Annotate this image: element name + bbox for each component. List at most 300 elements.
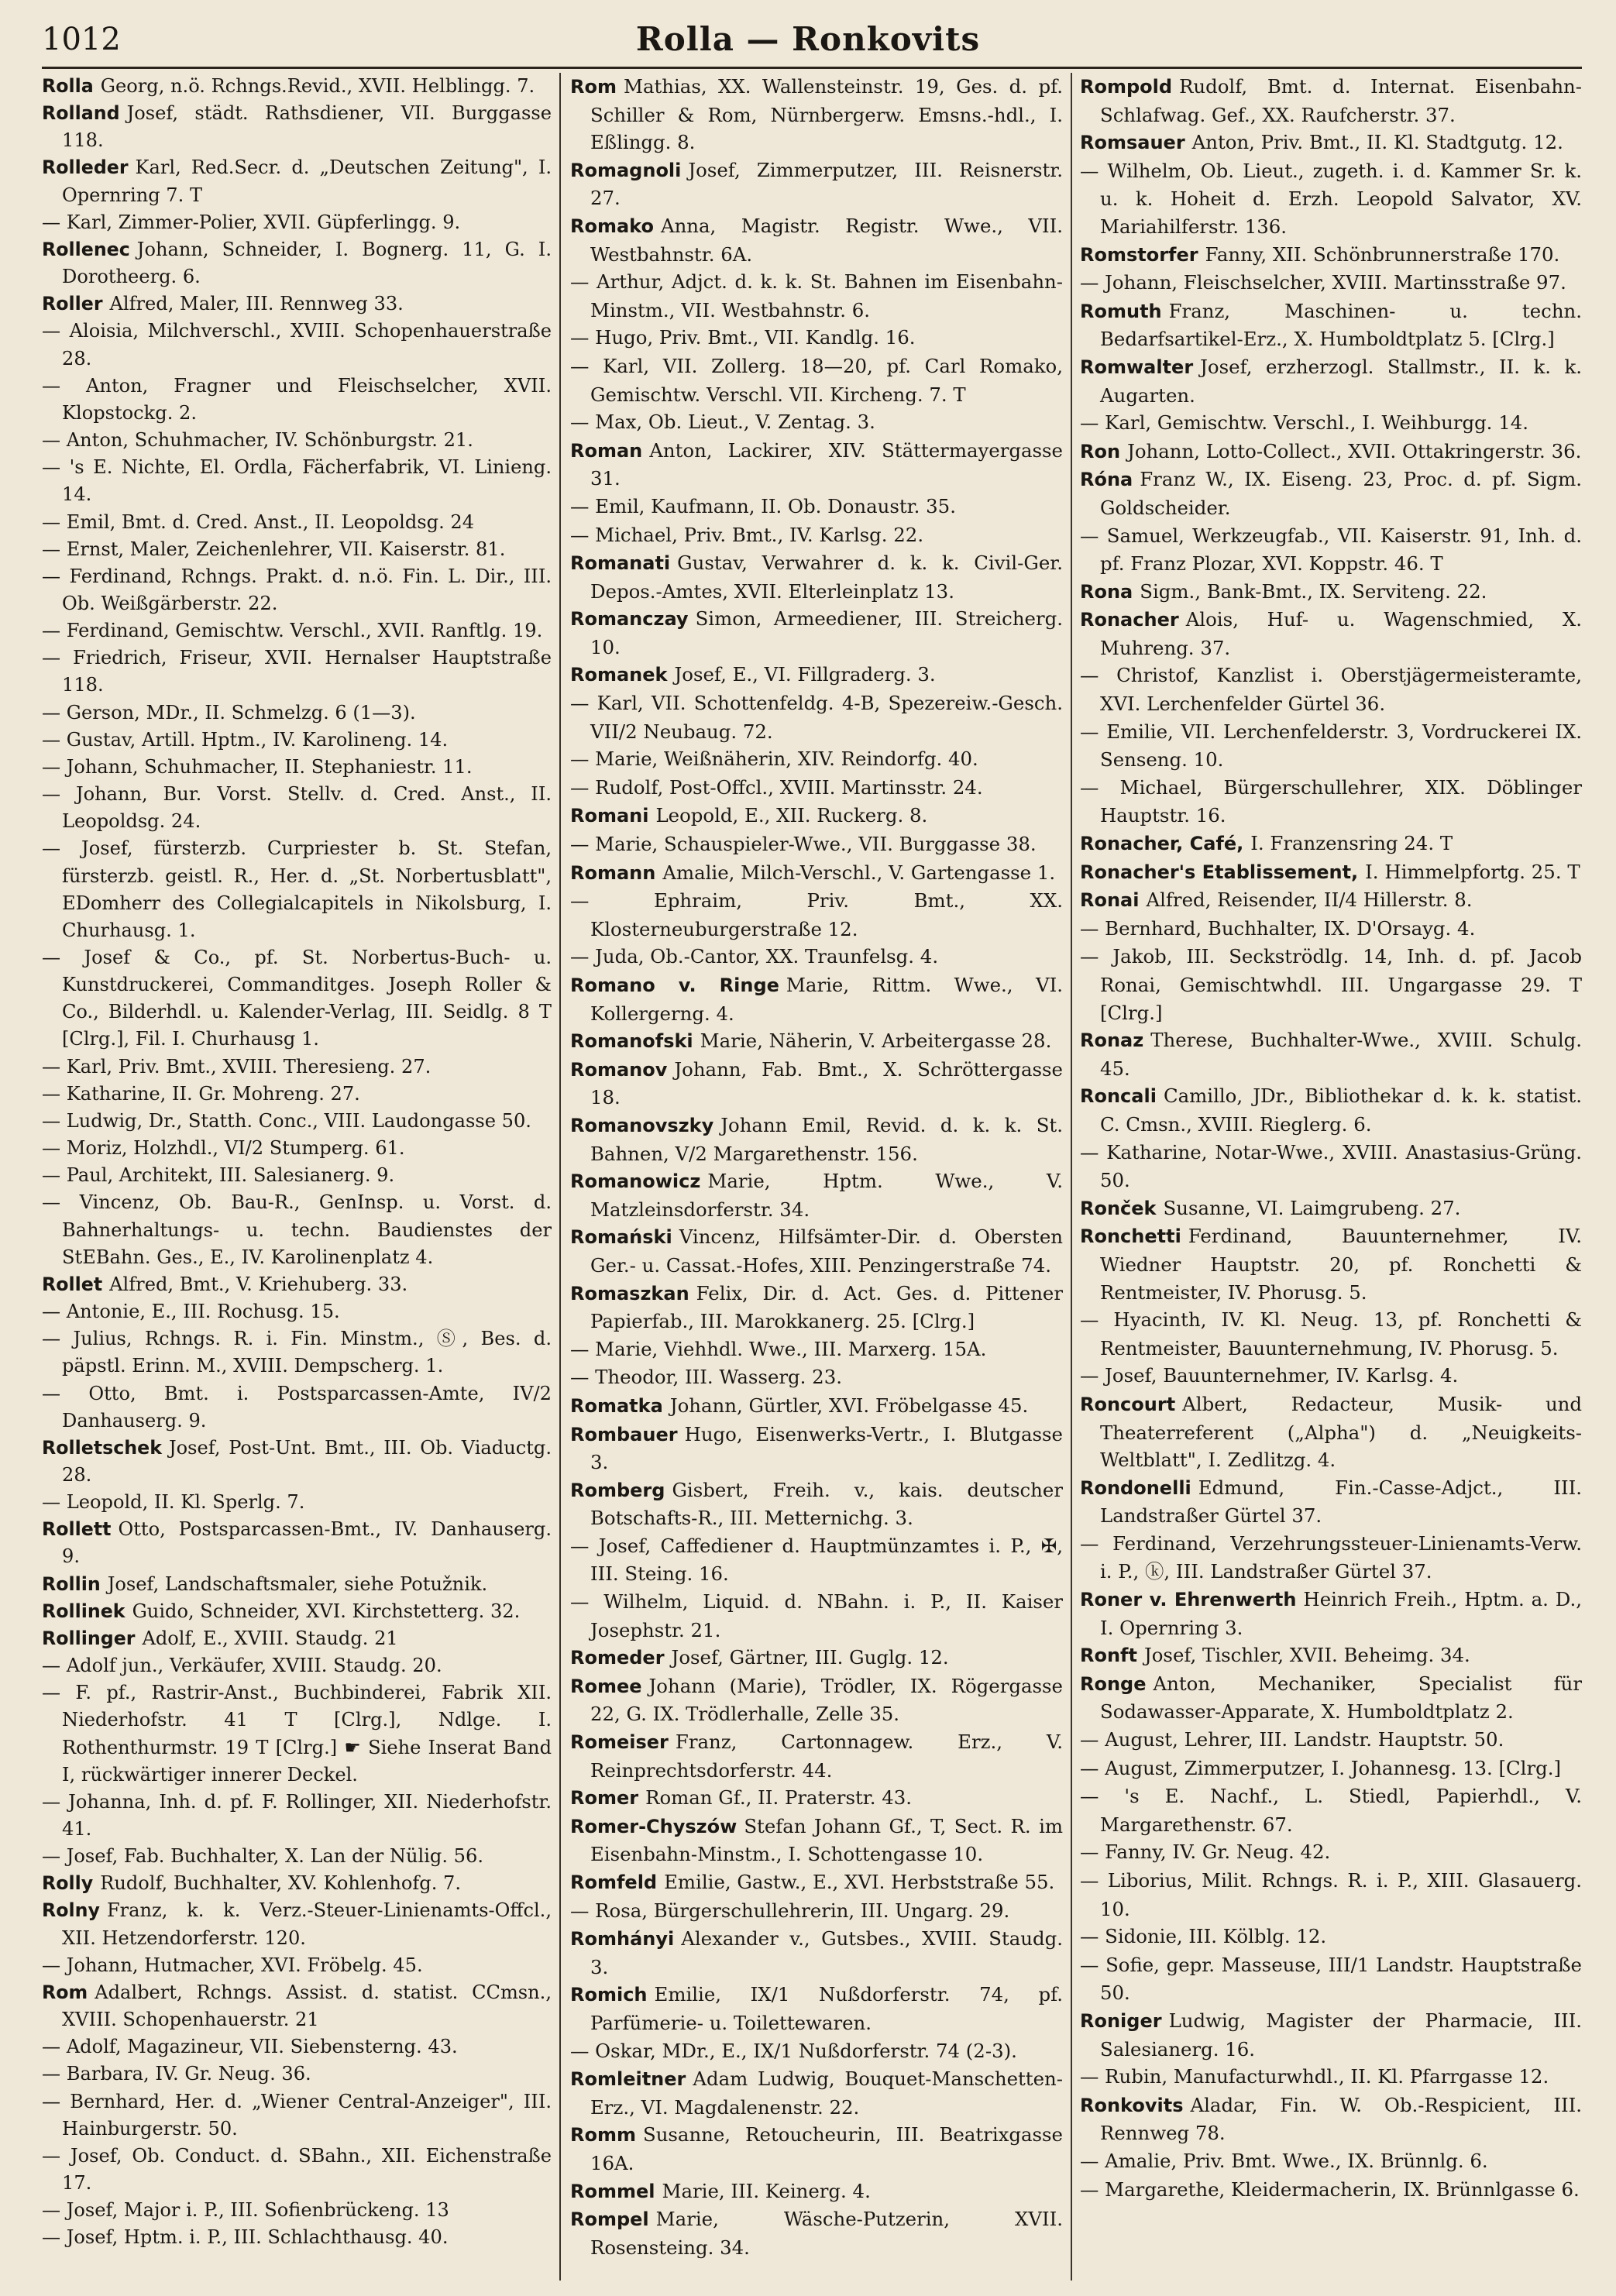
entry-surname: Rolland (42, 102, 120, 125)
entry-details: Alois, Huf- u. Wagenschmied, X. Muhreng. 37. (1100, 608, 1582, 659)
entry-details: Edmund, Fin.-Casse-Adjct., III. Landstraßer Gürtel 37. (1100, 1476, 1582, 1528)
directory-entry (42, 2033, 552, 2061)
entry-surname: Romuth (1080, 300, 1162, 322)
directory-entry (570, 1728, 1063, 1784)
directory-entry (1080, 774, 1582, 830)
entry-surname: Rolny (42, 1899, 100, 1922)
entry-details: Amalie, Milch-Verschl., V. Gartengasse 1. (662, 861, 1056, 884)
entry-details: — Barbara, IV. Gr. Neug. 36. (42, 2063, 311, 2085)
entry-details: — Wilhelm, Ob. Lieut., zugeth. i. d. Kammer Sr. k. u. k. Hoheit d. Erzh. Leopold Salvator, XV. Mariahilferstr. 136. (1080, 159, 1582, 238)
directory-entry (1080, 466, 1582, 521)
entry-details: — Adolf, Magazineur, VII. Siebensterng. 43. (42, 2036, 458, 2058)
entry-details: Adam Ludwig, Bouquet-Manschetten-Erz., VI. Magdalenenstr. 22. (590, 2067, 1063, 2119)
directory-entry (42, 1489, 552, 1516)
entry-details: — Karl, VII. Schottenfeldg. 4-B, Spezereiw.-Gesch. VII/2 Neubaug. 72. (570, 692, 1063, 743)
entry-surname: Romhányi (570, 1928, 675, 1951)
directory-entry (570, 1223, 1063, 1279)
entry-details: Josef, Zimmerputzer, III. Reisnerstr. 27. (590, 158, 1063, 210)
directory-entry (42, 2197, 552, 2224)
directory-entry (1080, 858, 1582, 887)
entry-details: — Marie, Viehhdl. Wwe., III. Marxerg. 15A. (570, 1337, 987, 1360)
directory-entry (1080, 578, 1582, 607)
directory-entry (570, 1813, 1063, 1868)
directory-entry (570, 1897, 1063, 1926)
entry-surname: Ronai (1080, 889, 1140, 912)
entry-surname: Rollinek (42, 1600, 125, 1622)
directory-entry (1080, 2007, 1582, 2063)
directory-entry (1080, 1641, 1582, 1670)
entry-details: Felix, Dir. d. Act. Ges. d. Pittener Papierfab., III. Marokkanerg. 25. [Clrg.] (590, 1281, 1063, 1333)
directory-entry (1080, 1194, 1582, 1223)
entry-surname: Ronaz (1080, 1029, 1144, 1052)
entry-surname: Romano v. Ringe (570, 974, 779, 996)
entry-surname: Rollenec (42, 238, 130, 260)
entry-surname: Ronacher (1080, 609, 1179, 631)
entry-surname: Romsauer (1080, 132, 1185, 154)
directory-entry (1080, 2147, 1582, 2176)
entry-surname: Rompold (1080, 76, 1173, 98)
entry-details: Karl, Red.Secr. d. „Deutschen Zeitung", I. Opernring 7. T (62, 156, 552, 206)
column-divider (1071, 73, 1072, 2281)
directory-entry (1080, 1222, 1582, 1306)
entry-details: — Katharine, Notar-Wwe., XVIII. Anastasius-Grüng. 50. (1080, 1140, 1582, 1192)
directory-entry (42, 644, 552, 699)
entry-surname: Roller (42, 293, 103, 315)
entry-surname: Romberg (570, 1479, 665, 1501)
directory-entry (1080, 297, 1582, 353)
entry-surname: Rondonelli (1080, 1476, 1191, 1499)
directory-entry (570, 1784, 1063, 1813)
directory-entry (42, 1162, 552, 1189)
directory-entry (570, 971, 1063, 1027)
directory-entry (1080, 1951, 1582, 2007)
directory-entry (42, 454, 552, 508)
directory-entry (1080, 409, 1582, 438)
entry-surname: Romanczay (570, 608, 689, 631)
entry-surname: Romeder (570, 1647, 665, 1669)
directory-entry (570, 408, 1063, 437)
entry-details: Johann Emil, Revid. d. k. k. St. Bahnen, V/2 Margarethenstr. 156. (590, 1113, 1063, 1165)
entry-details: — Karl, Zimmer-Polier, XVII. Güpferlingg. 9. (42, 211, 461, 233)
entry-details: — Juda, Ob.-Cantor, XX. Traunfelsg. 4. (570, 945, 939, 968)
directory-entry (570, 1335, 1063, 1364)
directory-entry (42, 1870, 552, 1897)
directory-entry (570, 605, 1063, 661)
entry-details: Susanne, VI. Laimgrubeng. 27. (1163, 1196, 1461, 1219)
directory-entry (1080, 718, 1582, 774)
entry-details: — Karl, Gemischtw. Verschl., I. Weihburgg. 14. (1080, 411, 1528, 435)
entry-surname: Romanov (570, 1058, 668, 1081)
entry-surname: Rollet (42, 1273, 103, 1295)
directory-entry (570, 324, 1063, 352)
directory-entry (570, 1027, 1063, 1056)
directory-entry (42, 1081, 552, 1108)
entry-surname: Romanek (570, 664, 668, 686)
entry-details: — Josef, Major i. P., III. Sofienbrückeng. 13 (42, 2199, 449, 2222)
entry-details: Anton, Mechaniker, Specialist für Sodawasser-Apparate, X. Humboldtplatz 2. (1100, 1672, 1582, 1724)
directory-entry (1080, 1530, 1582, 1586)
entry-details: Rudolf, Bmt. d. Internat. Eisenbahn-Schlafwag. Gef., XX. Raufcherstr. 37. (1100, 75, 1582, 126)
entry-details: Heinrich Freih., Hptm. a. D., I. Opernring 3. (1100, 1588, 1582, 1639)
entry-surname: Romm (570, 2124, 636, 2146)
column-right (1080, 73, 1582, 2281)
directory-entry (42, 617, 552, 644)
directory-entry (570, 1532, 1063, 1588)
entry-surname: Romaszkan (570, 1282, 689, 1304)
directory-entry (570, 2177, 1063, 2206)
directory-entry (1080, 1867, 1582, 1923)
directory-entry (42, 727, 552, 754)
entry-details: Marie, Wäsche-Putzerin, XVII. Rosensteing. 34. (590, 2208, 1063, 2259)
entry-details: — Johann, Schuhmacher, II. Stephaniestr. 11. (42, 755, 473, 778)
directory-entry (570, 1868, 1063, 1897)
directory-entry (1080, 1782, 1582, 1838)
entry-details: Ludwig, Magister der Pharmacie, III. Salesianerg. 16. (1100, 2009, 1582, 2061)
entry-details: — Josef, fürsterzb. Curpriester b. St. Stefan, fürsterzb. geistl. R., Her. d. „St. Norbertusblatt", EDomherr des Collegialcapitels in Nikolsburg, I. Churhausg. 1. (42, 837, 552, 941)
entry-surname: Rombauer (570, 1423, 678, 1445)
entry-details: — Amalie, Priv. Bmt. Wwe., IX. Brünnlg. 6. (1080, 2149, 1488, 2172)
column-divider (559, 73, 561, 2281)
entry-details: — Rudolf, Post-Offcl., XVIII. Martinsstr. 24. (570, 775, 983, 799)
entry-surname: Ronacher's Etablissement, (1080, 861, 1359, 883)
entry-details: I. Franzensring 24. T (1250, 832, 1453, 855)
entry-details: — Ferdinand, Gemischtw. Verschl., XVII. Ranftlg. 19. (42, 620, 543, 642)
entry-surname: Rolleder (42, 156, 129, 179)
entry-details: Franz W., IX. Eiseng. 23, Proc. d. pf. Sigm. Goldscheider. (1100, 468, 1582, 519)
entry-surname: Romański (570, 1226, 672, 1249)
entry-details: Johann (Marie), Trödler, IX. Rögergasse 22, G. IX. Trödlerhalle, Zelle 35. (590, 1674, 1063, 1726)
directory-entry (1080, 522, 1582, 578)
entry-surname: Róna (1080, 469, 1133, 491)
directory-entry (42, 1325, 552, 1380)
entry-details: — Fanny, IV. Gr. Neug. 42. (1080, 1841, 1331, 1864)
directory-entry (570, 802, 1063, 830)
entry-details: — Michael, Priv. Bmt., IV. Karlsg. 22. (570, 523, 924, 546)
entry-details: — Paul, Architekt, III. Salesianerg. 9. (42, 1164, 395, 1187)
directory-entry (570, 73, 1063, 156)
directory-entry (42, 2088, 552, 2143)
entry-details: — Samuel, Werkzeugfab., VII. Kaiserstr. 91, Inh. d. pf. Franz Plozar, XVI. Koppstr. 46. T (1080, 524, 1582, 576)
entry-details: — Vincenz, Ob. Bau-R., GenInsp. u. Vorst. d. Bahnerhaltungs- u. techn. Baudienstes der StEBahn. Ges., E., IV. Karolinenplatz 4. (42, 1191, 552, 1268)
directory-entry (1080, 1923, 1582, 1951)
entry-surname: Roman (570, 439, 643, 462)
directory-entry (42, 373, 552, 427)
header-rule (42, 67, 1582, 69)
entry-details: — F. pf., Rastrir-Anst., Buchbinderei, Fabrik XII. Niederhofstr. 41 T [Clrg.], Ndlge. I. Rothenthurmstr. 19 T [Clrg.] ☛ Siehe Inserat Band I, rückwärtiger innerer Deckel. (42, 1682, 552, 1786)
directory-entry (1080, 662, 1582, 717)
entry-surname: Rollin (42, 1572, 101, 1595)
directory-entry (1080, 2063, 1582, 2091)
directory-entry (570, 943, 1063, 971)
directory-entry (570, 1392, 1063, 1421)
directory-entry (570, 549, 1063, 605)
directory-entry (1080, 129, 1582, 157)
entry-details: — Julius, Rchngs. R. i. Fin. Minstm., Ⓢ, Bes. d. päpstl. Erinn. M., XVIII. Dempscherg. 1. (42, 1328, 552, 1377)
directory-entry (570, 156, 1063, 212)
page-title: Rolla — Ronkovits (635, 20, 981, 58)
directory-entry (1080, 241, 1582, 270)
directory-entry (1080, 1390, 1582, 1474)
entry-details: Ferdinand, Bauunternehmer, IV. Wiedner Hauptstr. 20, pf. Ronchetti & Rentmeister, IV. Phorusg. 5. (1100, 1225, 1582, 1304)
entry-details: — Sidonie, III. Kölblg. 12. (1080, 1925, 1327, 1948)
entry-surname: Rompel (570, 2208, 649, 2231)
entry-details: — Josef, Bauunternehmer, IV. Karlsg. 4. (1080, 1364, 1459, 1387)
entry-surname: Rolly (42, 1872, 94, 1895)
entry-surname: Romleitner (570, 2068, 686, 2091)
entry-details: — Emilie, VII. Lerchenfelderstr. 3, Vordruckerei IX. Senseng. 10. (1080, 720, 1582, 772)
directory-entry (42, 318, 552, 372)
entry-details: — Johann, Fleischselcher, XVIII. Martinsstraße 97. (1080, 271, 1566, 294)
entry-details: — Josef, Hptm. i. P., III. Schlachthausg. 40. (42, 2226, 449, 2249)
entry-details: — Ferdinand, Rchngs. Prakt. d. n.ö. Fin. L. Dir., III. Ob. Weißgärberstr. 22. (42, 565, 552, 614)
directory-entry (570, 2205, 1063, 2261)
entry-details: — Johann, Hutmacher, XVI. Fröbelg. 45. (42, 1954, 423, 1976)
entry-details: — Ephraim, Priv. Bmt., XX. Klosterneuburgerstraße 12. (570, 889, 1063, 940)
entry-surname: Romann (570, 861, 656, 884)
entry-details: — 's E. Nachf., L. Stiedl, Papierhdl., V. Margarethenstr. 67. (1080, 1785, 1582, 1836)
entry-details: Aladar, Fin. W. Ob.-Respicient, III. Rennweg 78. (1100, 2093, 1582, 2145)
directory-entry (1080, 943, 1582, 1026)
directory-entry (570, 2037, 1063, 2066)
entry-details: — Marie, Schauspieler-Wwe., VII. Burggasse 38. (570, 833, 1037, 856)
entry-details: Mathias, XX. Wallensteinstr. 19, Ges. d. pf. Schiller & Rom, Nürnbergerw. Emsns.-hdl., I. Eßlingg. 8. (590, 75, 1063, 154)
entry-details: — Marie, Weißnäherin, XIV. Reindorfg. 40. (570, 748, 978, 771)
entry-details: Emilie, IX/1 Nußdorferstr. 74, pf. Parfümerie- u. Toilettewaren. (590, 1983, 1063, 2034)
entry-details: — Antonie, E., III. Rochusg. 15. (42, 1301, 340, 1323)
entry-details: — Moriz, Holzhdl., VI/2 Stumperg. 61. (42, 1137, 405, 1160)
directory-entry (570, 1476, 1063, 1532)
entry-details: Anna, Magistr. Registr. Wwe., VII. Westbahnstr. 6A. (590, 214, 1063, 266)
entry-details: — Otto, Bmt. i. Postsparcassen-Amte, IV/2 Danhauserg. 9. (42, 1382, 552, 1432)
entry-details: — Josef, Ob. Conduct. d. SBahn., XII. Eichenstraße 17. (42, 2144, 552, 2195)
directory-entry (42, 1135, 552, 1162)
entry-details: Franz, Maschinen- u. techn. Bedarfsartikel-Erz., X. Humboldtplatz 5. [Clrg.] (1100, 299, 1582, 351)
entry-surname: Ronft (1080, 1645, 1137, 1667)
entry-details: Alexander v., Gutsbes., XVIII. Staudg. 3. (590, 1927, 1063, 1978)
directory-entry (42, 509, 552, 536)
directory-entry (1080, 1838, 1582, 1867)
entry-details: Otto, Postsparcassen-Bmt., IV. Danhauserg. 9. (62, 1518, 552, 1568)
entry-details: — Leopold, II. Kl. Sperlg. 7. (42, 1491, 305, 1514)
entry-details: Josef, Tischler, XVII. Beheimg. 34. (1143, 1644, 1470, 1667)
directory-entry (1080, 1139, 1582, 1194)
entry-details: Emilie, Gastw., E., XVI. Herbststraße 55. (664, 1871, 1055, 1893)
entry-details: Josef, Gärtner, III. Guglg. 12. (671, 1646, 949, 1669)
entry-surname: Ronge (1080, 1672, 1147, 1695)
entry-surname: Rona (1080, 580, 1133, 603)
entry-details: — August, Zimmerputzer, I. Johannesg. 13. [Clrg.] (1080, 1756, 1562, 1779)
directory-entry (1080, 1586, 1582, 1641)
entry-details: Guido, Schneider, XVI. Kirchstetterg. 32. (132, 1600, 521, 1622)
entry-surname: Rollett (42, 1518, 112, 1541)
directory-entry (42, 209, 552, 236)
directory-entry (1080, 1306, 1582, 1362)
directory-entry (1080, 438, 1582, 466)
directory-entry (42, 100, 552, 154)
directory-entry (42, 1897, 552, 1951)
entry-surname: Romanati (570, 552, 671, 575)
directory-entry (1080, 606, 1582, 662)
directory-entry (42, 236, 552, 290)
entry-details: — Hyacinth, IV. Kl. Neug. 13, pf. Ronchetti & Rentmeister, Bauunternehmung, IV. Phorusg. 5. (1080, 1308, 1582, 1359)
entry-details: — Christof, Kanzlist i. Oberstjägermeisteramte, XVI. Lerchenfelder Gürtel 36. (1080, 664, 1582, 716)
directory-entry (570, 1588, 1063, 1644)
entry-surname: Romfeld (570, 1872, 658, 1893)
entry-details: Marie, Näherin, V. Arbeitergasse 28. (700, 1029, 1052, 1053)
entry-surname: Ronchetti (1080, 1225, 1181, 1248)
directory-entry (570, 1644, 1063, 1672)
entry-surname: Rolletschek (42, 1436, 162, 1459)
entry-details: Sigm., Bank-Bmt., IX. Serviteng. 22. (1140, 579, 1487, 603)
entry-details: Josef, städt. Rathsdiener, VII. Burggasse 118. (62, 102, 552, 152)
directory-entry (42, 781, 552, 835)
entry-surname: Ronacher, Café, (1080, 833, 1244, 855)
entry-details: Gustav, Verwahrer d. k. k. Civil-Ger. Depos.-Amtes, XVII. Elterleinplatz 13. (590, 552, 1063, 603)
directory-entry (42, 154, 552, 208)
entry-details: Johann, Schneider, I. Bognerg. 11, G. I. Dorotheerg. 6. (62, 238, 552, 288)
entry-surname: Rommel (570, 2180, 655, 2202)
entry-details: Johann, Fab. Bmt., X. Schröttergasse 18. (590, 1057, 1063, 1109)
directory-entry (570, 1167, 1063, 1223)
entry-details: Hugo, Eisenwerks-Vertr., I. Blutgasse 3. (590, 1422, 1063, 1474)
entry-details: Johann, Gürtler, XVI. Fröbelgasse 45. (669, 1394, 1029, 1417)
entry-details: — Sofie, gepr. Masseuse, III/1 Landstr. Hauptstraße 50. (1080, 1953, 1582, 2005)
directory-entry (42, 2143, 552, 2197)
directory-entry (42, 1435, 552, 1489)
directory-entry (1080, 157, 1582, 241)
directory-entry (42, 1652, 552, 1679)
directory-entry (42, 73, 552, 100)
entry-details: Therese, Buchhalter-Wwe., XVIII. Schulg. 45. (1100, 1029, 1582, 1080)
entry-details: Susanne, Retoucheurin, III. Beatrixgasse 16A. (590, 2123, 1063, 2174)
entry-surname: Romanofski (570, 1030, 693, 1053)
entry-details: — Emil, Kaufmann, II. Ob. Donaustr. 35. (570, 494, 956, 517)
entry-details: — Johanna, Inh. d. pf. F. Rollinger, XII. Niederhofstr. 41. (42, 1790, 552, 1840)
page-number: 1012 (42, 22, 121, 57)
entry-surname: Romatka (570, 1394, 663, 1417)
directory-entry (570, 1112, 1063, 1167)
entry-details: — Karl, VII. Zollerg. 18—20, pf. Carl Romako, Gemischtw. Verschl. VII. Kircheng. 7. T (570, 354, 1063, 406)
directory-entry (42, 563, 552, 617)
entry-details: Leopold, E., XII. Ruckerg. 8. (655, 804, 928, 827)
directory-entry (570, 1363, 1063, 1392)
directory-entry (570, 1056, 1063, 1112)
entry-details: Adalbert, Rchngs. Assist. d. statist. CCmsn., XVIII. Schopenhauerstr. 21 (62, 1981, 552, 2031)
directory-entry (42, 1598, 552, 1625)
entry-details: — Oskar, MDr., E., IX/1 Nußdorferstr. 74 (2-3). (570, 2039, 1017, 2062)
directory-entry (1080, 2176, 1582, 2205)
entry-surname: Rolla (42, 75, 94, 97)
entry-surname: Romani (570, 805, 649, 827)
directory-entry (42, 835, 552, 944)
entry-details: — Wilhelm, Liquid. d. NBahn. i. P., II. Kaiser Josephstr. 21. (570, 1590, 1063, 1641)
entry-details: — Bernhard, Her. d. „Wiener Central-Anzeiger", III. Hainburgerstr. 50. (42, 2090, 552, 2140)
entry-details: — Katharine, II. Gr. Mohreng. 27. (42, 1082, 360, 1105)
directory-entry (570, 1981, 1063, 2036)
directory-entry (42, 699, 552, 727)
directory-entry (570, 437, 1063, 493)
directory-entry (570, 745, 1063, 774)
directory-entry (570, 493, 1063, 521)
entry-details: — Anton, Schuhmacher, IV. Schönburgstr. 21. (42, 429, 473, 452)
directory-entry (1080, 2091, 1582, 2147)
directory-entry (42, 1380, 552, 1435)
directory-entry (42, 1053, 552, 1081)
directory-entry (570, 212, 1063, 268)
directory-entry (570, 1421, 1063, 1476)
entry-details: — Josef, Fab. Buchhalter, X. Lan der Nülig. 56. (42, 1845, 483, 1868)
entry-details: — 's E. Nichte, El. Ordla, Fächerfabrik, VI. Linieng. 14. (42, 456, 552, 506)
entry-details: — Anton, Fragner und Fleischselcher, XVII. Klopstockg. 2. (42, 374, 552, 424)
directory-entry (570, 268, 1063, 324)
entry-surname: Rollinger (42, 1627, 136, 1649)
directory-entry (570, 1672, 1063, 1728)
entry-details: I. Himmelpfortg. 25. T (1365, 860, 1580, 883)
entry-details: Marie, Hptm. Wwe., V. Matzleinsdorferstr. 34. (590, 1170, 1063, 1221)
entry-surname: Romanowicz (570, 1170, 701, 1193)
directory-entry (42, 1979, 552, 2033)
entry-details: — Theodor, III. Wasserg. 23. (570, 1366, 842, 1389)
directory-entry (42, 2224, 552, 2251)
entry-details: — Ludwig, Dr., Statth. Conc., VIII. Laudongasse 50. (42, 1109, 531, 1132)
entry-surname: Ronček (1080, 1197, 1157, 1219)
directory-entry (570, 887, 1063, 943)
entry-surname: Romee (570, 1675, 642, 1697)
directory-entry (42, 754, 552, 781)
entry-details: Rudolf, Buchhalter, XV. Kohlenhofg. 7. (100, 1872, 462, 1895)
entry-details: Roman Gf., II. Praterstr. 43. (645, 1786, 913, 1810)
entry-details: — Hugo, Priv. Bmt., VII. Kandlg. 16. (570, 326, 916, 349)
entry-details: — Max, Ob. Lieut., V. Zentag. 3. (570, 411, 875, 434)
entry-surname: Romako (570, 215, 654, 237)
entry-details: Alfred, Maler, III. Rennweg 33. (109, 293, 404, 315)
entry-surname: Romeiser (570, 1731, 669, 1754)
entry-details: — Arthur, Adjct. d. k. k. St. Bahnen im Eisenbahn-Minstm., VII. Westbahnstr. 6. (570, 270, 1063, 321)
directory-entry (42, 1952, 552, 1979)
entry-details: Alfred, Bmt., V. Kriehuberg. 33. (109, 1273, 408, 1295)
directory-entry (1080, 1082, 1582, 1138)
entry-details: — Margarethe, Kleidermacherin, IX. Brünnlgasse 6. (1080, 2177, 1580, 2201)
directory-entry (42, 427, 552, 454)
entry-details: Alfred, Reisender, II/4 Hillerstr. 8. (1146, 888, 1473, 912)
directory-entry (1080, 269, 1582, 297)
entry-details: Fanny, XII. Schönbrunnerstraße 170. (1205, 242, 1560, 266)
directory-entry (42, 1571, 552, 1598)
entry-details: Marie, III. Keinerg. 4. (662, 2179, 871, 2202)
entry-details: — Friedrich, Friseur, XVII. Hernalser Hauptstraße 118. (42, 647, 552, 696)
directory-entry (42, 1625, 552, 1652)
entry-surname: Romich (570, 1984, 648, 2006)
entry-surname: Ron (1080, 440, 1121, 462)
entry-details: — Karl, Priv. Bmt., XVIII. Theresieng. 27. (42, 1055, 432, 1078)
entry-details: Franz, k. k. Verz.-Steuer-Linienamts-Offcl., XII. Hetzendorferstr. 120. (62, 1899, 552, 1949)
directory-entry (1080, 1726, 1582, 1755)
directory-entry (570, 521, 1063, 550)
directory-entry (570, 830, 1063, 859)
directory-entry (570, 661, 1063, 689)
directory-entry (42, 290, 552, 318)
entry-details: Vincenz, Hilfsämter-Dir. d. Obersten Ger.- u. Cassat.-Hofes, XIII. Penzingerstraße 74. (590, 1225, 1063, 1277)
directory-entry (570, 1925, 1063, 1981)
entry-details: — Aloisia, Milchverschl., XVIII. Schopenhauerstraße 28. (42, 320, 552, 369)
directory-entry (1080, 1755, 1582, 1783)
entry-details: — August, Lehrer, III. Landstr. Hauptstr. 50. (1080, 1728, 1504, 1751)
entry-details: Anton, Lackirer, XIV. Stättermayergasse 31. (590, 438, 1063, 490)
directory-entry (1080, 353, 1582, 409)
entry-details: — Adolf jun., Verkäufer, XVIII. Staudg. 20. (42, 1655, 442, 1677)
entry-details: Josef, erzherzogl. Stallmstr., II. k. k. Augarten. (1100, 355, 1582, 407)
entry-surname: Romagnoli (570, 159, 682, 181)
